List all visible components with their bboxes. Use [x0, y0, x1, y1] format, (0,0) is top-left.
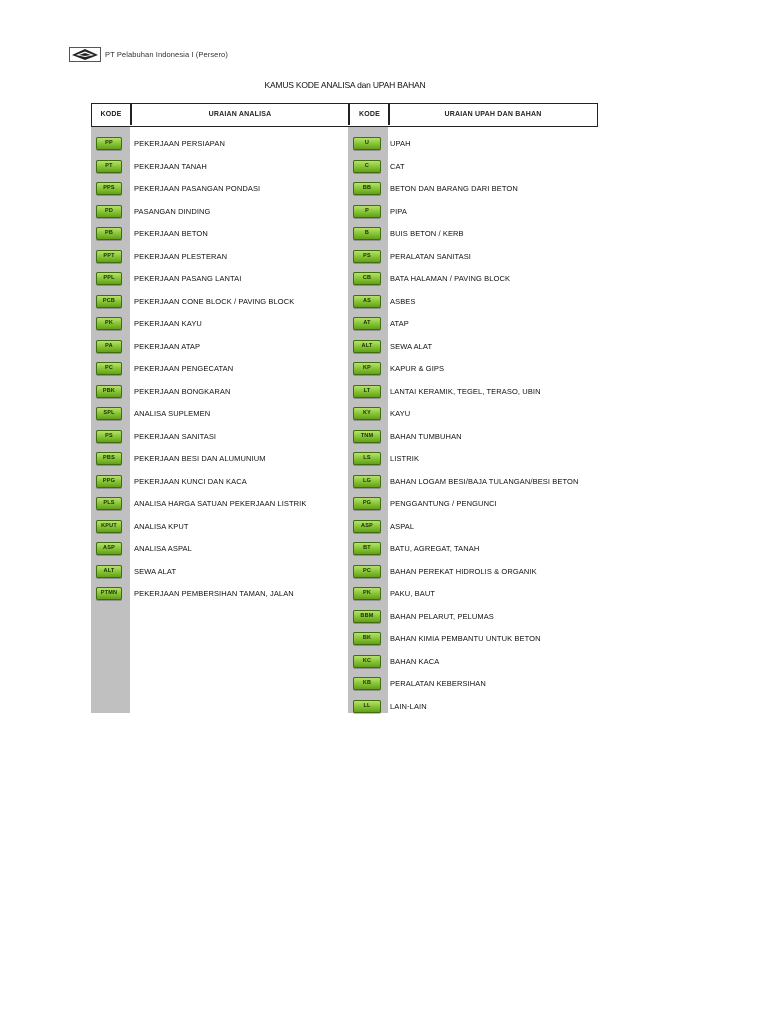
code-description: PEKERJAAN PENGECATAN [134, 364, 234, 373]
code-description: ANALISA SUPLEMEN [134, 409, 211, 418]
code-description: PEKERJAAN SANITASI [134, 431, 217, 441]
code-description: LISTRIK [390, 454, 420, 463]
code-button-ps[interactable]: PS [96, 430, 122, 443]
code-button-pb[interactable]: PB [96, 227, 122, 240]
code-button-as[interactable]: AS [353, 295, 381, 308]
code-description: BAHAN KACA [390, 656, 440, 666]
code-button-kc[interactable]: KC [353, 655, 381, 668]
code-button-pt[interactable]: PT [96, 160, 122, 173]
code-button-ptmn[interactable]: PTMN [96, 587, 122, 600]
code-description: PEKERJAAN KUNCI DAN KACA [134, 476, 247, 486]
code-description: PERALATAN KEBERSIHAN [390, 679, 486, 688]
pelindo-logo-icon [69, 47, 101, 62]
code-button-at[interactable]: AT [353, 317, 381, 330]
code-description: BAHAN PEREKAT HIDROLIS & ORGANIK [390, 566, 537, 576]
code-button-lg[interactable]: LG [353, 475, 381, 488]
code-button-ppl[interactable]: PPL [96, 272, 122, 285]
code-button-bt[interactable]: BT [353, 542, 381, 555]
code-description: UPAH [390, 139, 411, 148]
code-button-u[interactable]: U [353, 137, 381, 150]
code-button-ppg[interactable]: PPG [96, 475, 122, 488]
code-description: PEKERJAAN PERSIAPAN [134, 139, 225, 148]
header-kode-right: KODE [358, 111, 381, 118]
header-uraian-upah: URAIAN UPAH DAN BAHAN [444, 111, 542, 118]
code-button-pcb[interactable]: PCB [96, 295, 122, 308]
code-description: KAYU [390, 409, 411, 418]
code-description: BETON DAN BARANG DARI BETON [390, 184, 518, 193]
code-description: BUIS BETON / KERB [390, 229, 464, 238]
code-description: SEWA ALAT [390, 341, 433, 351]
code-description: BAHAN LOGAM BESI/BAJA TULANGAN/BESI BETON [390, 476, 579, 486]
code-description: PEKERJAAN BESI DAN ALUMUNIUM [134, 454, 266, 463]
code-button-b[interactable]: B [353, 227, 381, 240]
code-button-bk[interactable]: BK [353, 632, 381, 645]
code-description: PAKU, BAUT [390, 589, 436, 598]
header-uraian-analisa: URAIAN ANALISA [208, 111, 272, 118]
code-description: BAHAN KIMIA PEMBANTU UNTUK BETON [390, 634, 541, 643]
code-dictionary-table [91, 103, 598, 713]
code-button-ls[interactable]: LS [353, 452, 381, 465]
code-description: SEWA ALAT [134, 566, 177, 576]
code-button-pbs[interactable]: PBS [96, 452, 122, 465]
code-button-tnm[interactable]: TNM [353, 430, 381, 443]
page-title: KAMUS KODE ANALISA dan UPAH BAHAN [264, 80, 426, 90]
code-button-asp[interactable]: ASP [96, 542, 122, 555]
code-button-pc[interactable]: PC [353, 565, 381, 578]
code-description: BAHAN TUMBUHAN [390, 431, 462, 441]
code-description: BAHAN PELARUT, PELUMAS [390, 611, 494, 621]
code-description: PIPA [390, 206, 407, 216]
code-description: PEKERJAAN PEMBERSIHAN TAMAN, JALAN [134, 589, 294, 598]
code-button-pbk[interactable]: PBK [96, 385, 122, 398]
code-button-pc[interactable]: PC [96, 362, 122, 375]
code-description: PEKERJAAN CONE BLOCK / PAVING BLOCK [134, 296, 295, 306]
code-button-ky[interactable]: KY [353, 407, 381, 420]
code-button-pp[interactable]: PP [96, 137, 122, 150]
code-button-kb[interactable]: KB [353, 677, 381, 690]
code-button-pk[interactable]: PK [96, 317, 122, 330]
header-kode-left: KODE [100, 111, 122, 118]
table-header [91, 103, 598, 127]
code-button-pls[interactable]: PLS [96, 497, 122, 510]
code-description: LAIN-LAIN [390, 701, 427, 711]
code-description: PEKERJAAN BETON [134, 229, 208, 238]
code-button-asp[interactable]: ASP [353, 520, 381, 533]
code-button-alt[interactable]: ALT [96, 565, 122, 578]
code-button-pk[interactable]: PK [353, 587, 381, 600]
code-description: PEKERJAAN PASANGAN PONDASI [134, 184, 261, 193]
code-button-spl[interactable]: SPL [96, 407, 122, 420]
code-description: PEKERJAAN ATAP [134, 341, 201, 351]
code-description: PERALATAN SANITASI [390, 251, 471, 261]
code-description: PEKERJAAN PASANG LANTAI [134, 274, 242, 283]
code-description: KAPUR & GIPS [390, 364, 445, 373]
code-description: PASANGAN DINDING [134, 206, 211, 216]
company-header [69, 46, 228, 62]
code-button-p[interactable]: P [353, 205, 381, 218]
code-description: PEKERJAAN PLESTERAN [134, 251, 228, 261]
code-button-pps[interactable]: PPS [96, 182, 122, 195]
code-description: ANALISA KPUT [134, 521, 189, 531]
code-button-bbm[interactable]: BBM [353, 610, 381, 623]
code-button-pa[interactable]: PA [96, 340, 122, 353]
code-description: ASBES [390, 296, 416, 306]
code-button-cb[interactable]: CB [353, 272, 381, 285]
code-description: ANALISA ASPAL [134, 544, 192, 553]
code-button-ll[interactable]: LL [353, 700, 381, 713]
code-description: PEKERJAAN BONGKARAN [134, 386, 231, 396]
code-description: PENGGANTUNG / PENGUNCI [390, 499, 497, 508]
code-description: ANALISA HARGA SATUAN PEKERJAAN LISTRIK [134, 499, 307, 508]
code-description: BATU, AGREGAT, TANAH [390, 544, 480, 553]
code-button-ppt[interactable]: PPT [96, 250, 122, 263]
code-description: PEKERJAAN TANAH [134, 161, 207, 171]
code-button-c[interactable]: C [353, 160, 381, 173]
code-button-pg[interactable]: PG [353, 497, 381, 510]
code-description: ATAP [390, 319, 409, 328]
code-button-kput[interactable]: KPUT [96, 520, 122, 533]
code-button-lt[interactable]: LT [353, 385, 381, 398]
code-description: ASPAL [390, 521, 415, 531]
code-button-ps[interactable]: PS [353, 250, 381, 263]
company-name: PT Pelabuhan Indonesia I (Persero) [105, 49, 228, 59]
code-description: PEKERJAAN KAYU [134, 319, 202, 328]
code-description: LANTAI KERAMIK, TEGEL, TERASO, UBIN [390, 386, 541, 396]
code-description: BATA HALAMAN / PAVING BLOCK [390, 274, 511, 283]
code-button-alt[interactable]: ALT [353, 340, 381, 353]
code-button-bb[interactable]: BB [353, 182, 381, 195]
code-description: CAT [390, 161, 405, 171]
code-button-kp[interactable]: KP [353, 362, 381, 375]
code-button-pd[interactable]: PD [96, 205, 122, 218]
